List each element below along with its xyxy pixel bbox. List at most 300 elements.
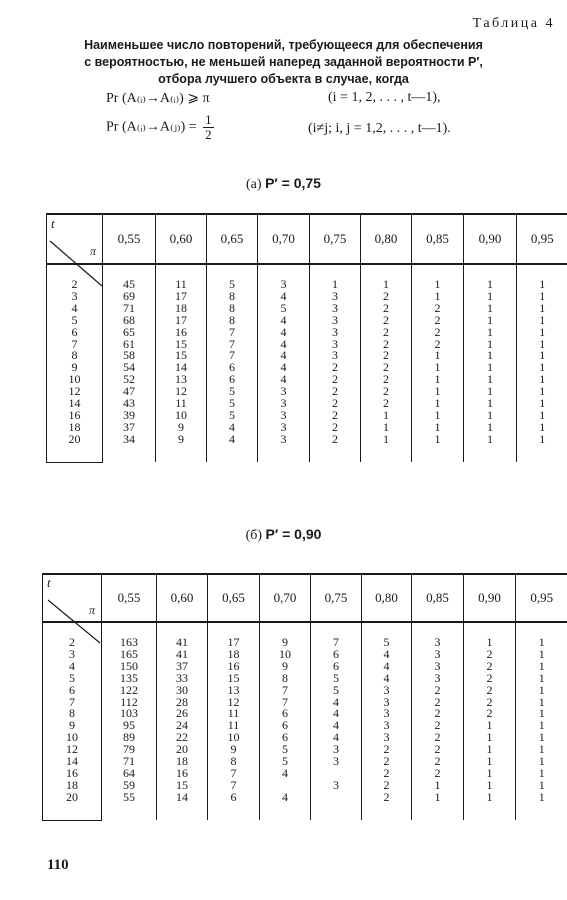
repetition-count-cell: 3: [362, 697, 412, 709]
repetition-count-cell: 7: [208, 768, 260, 780]
repetition-count-cell: 2: [412, 708, 464, 720]
repetition-count-cell: 69: [103, 291, 156, 303]
table-a-corner-cell: [47, 214, 103, 264]
repetition-count-cell: 1: [464, 410, 517, 422]
repetition-count-cell: 2: [361, 291, 412, 303]
repetition-count-cell: 5: [207, 410, 258, 422]
repetition-count-cell: 1: [538, 706, 545, 721]
t-value-cell: 9: [43, 720, 102, 732]
t-value-cell: 16: [47, 410, 103, 422]
repetition-count-cell: 2: [464, 661, 516, 673]
repetition-count-cell: 37: [103, 422, 156, 434]
header-pi: 0,95: [516, 574, 567, 622]
repetition-count-cell: 5: [311, 673, 362, 685]
repetition-count-cell: 2: [464, 649, 516, 661]
repetition-count-cell: 7: [207, 327, 258, 339]
repetition-count-cell: 3: [412, 661, 464, 673]
condition-formula-1-left: Pr (A₍ᵢ₎→A₍ᵢ₎) ⩾ π: [106, 91, 210, 106]
repetition-count-cell: 18: [157, 756, 208, 768]
repetition-count-cell: 150: [102, 661, 157, 673]
repetition-count-cell: 2: [310, 386, 361, 398]
repetition-count-cell: 3: [310, 350, 361, 362]
repetition-count-cell: 7: [208, 780, 260, 792]
repetition-count-cell: 37: [157, 661, 208, 673]
pi-axis-label: π: [88, 603, 95, 617]
repetition-count-cell: 12: [156, 386, 207, 398]
repetition-count-cell: 8: [208, 756, 260, 768]
repetition-count-cell: 59: [102, 780, 157, 792]
caption-line-2: с вероятностью, не меньшей наперед заданной вероятности P′,: [84, 55, 483, 69]
repetition-count-cell: 2: [361, 374, 412, 386]
data-table-a: [46, 213, 567, 463]
repetition-count-cell: 2: [412, 697, 464, 709]
repetition-count-cell: 15: [156, 339, 207, 351]
repetition-count-cell: 2: [361, 362, 412, 374]
repetition-count-cell: 1: [412, 398, 464, 410]
repetition-count-cell: 9: [260, 637, 311, 649]
repetition-count-cell: 4: [258, 374, 310, 386]
repetition-count-cell: 2: [361, 303, 412, 315]
repetition-count-cell: 71: [102, 756, 157, 768]
repetition-count-cell: 5: [207, 386, 258, 398]
repetition-count-cell: 3: [258, 398, 310, 410]
header-pi: 0,55: [103, 214, 156, 264]
header-pi: 0,70: [260, 574, 311, 622]
repetition-count-cell: 1: [464, 315, 517, 327]
repetition-count-cell: 2: [310, 374, 361, 386]
t-value-cell: 4: [47, 303, 103, 315]
subtable-a-formula: P′ = 0,75: [265, 175, 321, 191]
t-value-cell: 18: [43, 780, 102, 792]
repetition-count-cell: 16: [208, 661, 260, 673]
repetition-count-cell: 3: [258, 422, 310, 434]
repetition-count-cell: 4: [362, 649, 412, 661]
repetition-count-cell: 4: [260, 792, 311, 804]
repetition-count-cell: 1: [538, 718, 545, 733]
repetition-count-cell: 13: [156, 374, 207, 386]
repetition-count-cell: 3: [310, 303, 361, 315]
repetition-count-cell: 122: [102, 685, 157, 697]
spacer-cell: [103, 446, 156, 463]
repetition-count-cell: 1: [464, 792, 516, 804]
repetition-count-cell: 2: [361, 315, 412, 327]
spacer-cell: [464, 446, 517, 463]
repetition-count-cell: 2: [361, 339, 412, 351]
repetition-count-cell: 52: [103, 374, 156, 386]
repetition-count-cell: 3: [311, 756, 362, 768]
repetition-count-cell: 4: [362, 661, 412, 673]
repetition-count-cell: 6: [311, 661, 362, 673]
header-pi: 0,75: [311, 574, 362, 622]
repetition-count-cell: 16: [156, 327, 207, 339]
t-value-cell: 5: [43, 673, 102, 685]
spacer-cell: [311, 804, 362, 821]
repetition-count-cell: 1: [412, 386, 464, 398]
repetition-count-cell: 1: [539, 372, 546, 387]
repetition-count-cell: 11: [156, 398, 207, 410]
repetition-count-cell: 8: [207, 303, 258, 315]
t-value-cell: 4: [43, 661, 102, 673]
header-pi: 0,70: [258, 214, 310, 264]
repetition-count-cell: 79: [102, 744, 157, 756]
repetition-count-cell: 28: [157, 697, 208, 709]
header-pi: 0,75: [310, 214, 361, 264]
repetition-count-cell: 1: [464, 327, 517, 339]
spacer-cell: [207, 446, 258, 463]
spacer-cell: [102, 804, 157, 821]
repetition-count-cell: 41: [157, 637, 208, 649]
repetition-count-cell: 1: [538, 635, 545, 649]
caption-line-1: Наименьшее число повторений, требующееся для обеспечения: [84, 38, 483, 52]
repetition-count-cell: 5: [311, 685, 362, 697]
repetition-count-cell: 17: [156, 315, 207, 327]
repetition-count-cell: 2: [310, 434, 361, 446]
repetition-count-cell: 1: [538, 742, 545, 757]
repetition-count-cell: 9: [156, 422, 207, 434]
table-a-body: [47, 264, 567, 462]
condition-formula-2-right: (i≠j; i, j = 1,2, . . . , t—1).: [308, 121, 451, 136]
repetition-count-cell: 1: [361, 434, 412, 446]
repetition-count-cell: 89: [102, 732, 157, 744]
t-value-cell: 5: [47, 315, 103, 327]
repetition-count-cell: 8: [207, 291, 258, 303]
repetition-count-cell: 4: [258, 362, 310, 374]
repetition-count-cell: 1: [539, 336, 546, 351]
repetition-count-cell: 10: [260, 649, 311, 661]
repetition-count-cell: 3: [412, 649, 464, 661]
repetition-count-cell: 1: [539, 348, 546, 363]
subtable-b-formula: P′ = 0,90: [265, 526, 322, 542]
subtable-a-title: [0, 175, 567, 193]
t-value-cell: 20: [47, 434, 103, 446]
t-value-cell: 8: [43, 708, 102, 720]
repetition-count-cell: 112: [102, 697, 157, 709]
repetition-count-cell: 1: [464, 732, 516, 744]
header-pi: 0,90: [464, 214, 517, 264]
spacer-cell: [362, 804, 412, 821]
repetition-count-cell: 1: [464, 768, 516, 780]
repetition-count-cell: 11: [156, 279, 207, 291]
table-b-corner-cell: [43, 574, 102, 622]
table-row: [47, 434, 567, 446]
repetition-count-cell: 3: [362, 732, 412, 744]
repetition-count-cell: 1: [538, 694, 545, 709]
repetition-count-cell: 30: [157, 685, 208, 697]
repetition-count-cell: 1: [539, 419, 546, 434]
repetition-count-cell: 65: [103, 327, 156, 339]
repetition-count-cell: 7: [207, 350, 258, 362]
fraction-denominator: 2: [205, 127, 212, 142]
repetition-count-cell: 1: [538, 658, 545, 673]
repetition-count-cell: 3: [362, 685, 412, 697]
repetition-count-cell: 1: [538, 646, 545, 661]
repetition-count-cell: 10: [156, 410, 207, 422]
spacer-cell: [43, 804, 102, 821]
header-pi: 0,85: [412, 574, 464, 622]
data-table-b: [42, 573, 567, 821]
t-axis-label: t: [47, 575, 51, 590]
repetition-count-cell: 3: [310, 291, 361, 303]
repetition-count-cell: 3: [362, 708, 412, 720]
spacer-cell: [208, 804, 260, 821]
repetition-count-cell: 61: [103, 339, 156, 351]
repetition-count-cell: 2: [362, 792, 412, 804]
repetition-count-cell: 58: [103, 350, 156, 362]
condition-formula-2-left: [106, 113, 214, 142]
header-pi: 0,55: [102, 574, 157, 622]
header-pi: 0,85: [412, 214, 464, 264]
table-row: [43, 792, 567, 804]
repetition-count-cell: 1: [361, 422, 412, 434]
repetition-count-cell: 2: [362, 744, 412, 756]
t-value-cell: 2: [43, 637, 102, 649]
repetition-count-cell: 7: [260, 697, 311, 709]
repetition-count-cell: 2: [361, 327, 412, 339]
table-b-header-row: [43, 574, 567, 622]
t-value-cell: 2: [47, 279, 103, 291]
repetition-count-cell: 18: [156, 303, 207, 315]
repetition-count-cell: 68: [103, 315, 156, 327]
repetition-count-cell: 41: [157, 649, 208, 661]
formula-2-lhs: Pr (A₍ᵢ₎→A₍ⱼ₎) =: [106, 119, 197, 135]
repetition-count-cell: 3: [362, 720, 412, 732]
header-pi: 0,60: [157, 574, 208, 622]
spacer-row: [43, 804, 567, 821]
repetition-count-cell: 3: [258, 434, 310, 446]
repetition-count-cell: 1: [464, 362, 517, 374]
t-value-cell: 10: [47, 374, 103, 386]
repetition-count-cell: 3: [412, 637, 464, 649]
repetition-count-cell: 1: [412, 410, 464, 422]
repetition-count-cell: 2: [412, 720, 464, 732]
t-value-cell: 6: [47, 327, 103, 339]
repetition-count-cell: 11: [208, 708, 260, 720]
repetition-count-cell: 1: [412, 434, 464, 446]
repetition-count-cell: 4: [311, 697, 362, 709]
repetition-count-cell: 2: [412, 303, 464, 315]
repetition-count-cell: 14: [157, 792, 208, 804]
repetition-count-cell: 43: [103, 398, 156, 410]
header-pi: 0,65: [207, 214, 258, 264]
repetition-count-cell: 1: [464, 291, 517, 303]
repetition-count-cell: 1: [539, 407, 546, 422]
repetition-count-cell: 3: [311, 744, 362, 756]
repetition-count-cell: 1: [539, 324, 546, 339]
repetition-count-cell: 5: [207, 279, 258, 291]
repetition-count-cell: 2: [362, 768, 412, 780]
repetition-count-cell: 3: [258, 410, 310, 422]
spacer-cell: [361, 446, 412, 463]
t-value-cell: 16: [43, 768, 102, 780]
repetition-count-cell: 2: [412, 339, 464, 351]
repetition-count-cell: 2: [464, 697, 516, 709]
spacer-cell: [516, 804, 567, 821]
repetition-count-cell: 3: [412, 673, 464, 685]
repetition-count-cell: 1: [412, 780, 464, 792]
t-value-cell: 3: [43, 649, 102, 661]
t-value-cell: 14: [43, 756, 102, 768]
repetition-count-cell: 1: [464, 374, 517, 386]
table-b-body: [43, 622, 567, 820]
spacer-row: [47, 446, 567, 463]
repetition-count-cell: 4: [260, 768, 311, 780]
repetition-count-cell: 15: [157, 780, 208, 792]
t-value-cell: 20: [43, 792, 102, 804]
subtable-a-prefix: (а): [246, 177, 262, 192]
repetition-count-cell: 14: [156, 362, 207, 374]
repetition-count-cell: 1: [464, 279, 517, 291]
repetition-count-cell: 2: [412, 744, 464, 756]
repetition-count-cell: 15: [208, 673, 260, 685]
repetition-count-cell: 1: [464, 303, 517, 315]
spacer-cell: [157, 804, 208, 821]
header-pi: 0,90: [464, 574, 516, 622]
repetition-count-cell: 1: [361, 279, 412, 291]
repetition-count-cell: 6: [260, 708, 311, 720]
repetition-count-cell: 9: [208, 744, 260, 756]
caption-line-3: отбора лучшего объекта в случае, когда: [158, 72, 409, 86]
repetition-count-cell: 2: [412, 315, 464, 327]
repetition-count-cell: 2: [464, 673, 516, 685]
t-value-cell: 9: [47, 362, 103, 374]
t-value-cell: 12: [47, 386, 103, 398]
repetition-count-cell: 45: [103, 279, 156, 291]
repetition-count-cell: 8: [260, 673, 311, 685]
repetition-count-cell: 15: [156, 350, 207, 362]
table-a-header-row: [47, 214, 567, 264]
repetition-count-cell: 4: [311, 708, 362, 720]
repetition-count-cell: 1: [464, 434, 517, 446]
repetition-count-cell: 5: [207, 398, 258, 410]
repetition-count-cell: 1: [538, 765, 545, 780]
repetition-count-cell: 20: [157, 744, 208, 756]
repetition-count-cell: 5: [260, 744, 311, 756]
repetition-count-cell: 17: [156, 291, 207, 303]
t-value-cell: 3: [47, 291, 103, 303]
repetition-count-cell: 9: [260, 661, 311, 673]
repetition-count-cell: 54: [103, 362, 156, 374]
repetition-count-cell: 8: [207, 315, 258, 327]
repetition-count-cell: 33: [157, 673, 208, 685]
repetition-count-cell: 1: [412, 374, 464, 386]
spacer-cell: [412, 446, 464, 463]
repetition-count-cell: 71: [103, 303, 156, 315]
repetition-count-cell: 2: [412, 327, 464, 339]
repetition-count-cell: 1: [538, 682, 545, 697]
spacer-cell: [156, 446, 207, 463]
spacer-cell: [517, 446, 567, 463]
t-value-cell: 10: [43, 732, 102, 744]
spacer-cell: [260, 804, 311, 821]
header-pi: 0,95: [517, 214, 567, 264]
repetition-count-cell: 1: [464, 720, 516, 732]
repetition-count-cell: 2: [412, 768, 464, 780]
repetition-count-cell: 1: [464, 398, 517, 410]
t-value-cell: 7: [47, 339, 103, 351]
spacer-cell: [258, 446, 310, 463]
repetition-count-cell: 1: [464, 637, 516, 649]
repetition-count-cell: 2: [310, 422, 361, 434]
repetition-count-cell: 3: [310, 315, 361, 327]
repetition-count-cell: 1: [464, 744, 516, 756]
repetition-count-cell: 1: [464, 756, 516, 768]
repetition-count-cell: 2: [464, 685, 516, 697]
repetition-count-cell: 6: [260, 732, 311, 744]
spacer-cell: [47, 446, 103, 463]
repetition-count-cell: 1: [539, 360, 546, 375]
repetition-count-cell: 39: [103, 410, 156, 422]
repetition-count-cell: 1: [412, 279, 464, 291]
repetition-count-cell: 95: [102, 720, 157, 732]
repetition-count-cell: 10: [208, 732, 260, 744]
repetition-count-cell: 5: [260, 756, 311, 768]
repetition-count-cell: 1: [538, 789, 545, 804]
t-value-cell: 7: [43, 697, 102, 709]
repetition-count-cell: 4: [258, 291, 310, 303]
repetition-count-cell: 2: [464, 708, 516, 720]
repetition-count-cell: 2: [362, 756, 412, 768]
repetition-count-cell: 163: [102, 637, 157, 649]
repetition-count-cell: 6: [311, 649, 362, 661]
repetition-count-cell: 1: [412, 792, 464, 804]
repetition-count-cell: 1: [539, 384, 546, 399]
repetition-count-cell: [311, 792, 362, 804]
repetition-count-cell: 1: [464, 350, 517, 362]
pi-axis-label: π: [89, 244, 96, 258]
repetition-count-cell: 17: [208, 637, 260, 649]
repetition-count-cell: 13: [208, 685, 260, 697]
repetition-count-cell: 7: [311, 637, 362, 649]
header-pi: 0,80: [362, 574, 412, 622]
repetition-count-cell: 9: [156, 434, 207, 446]
t-axis-label: t: [51, 216, 55, 231]
repetition-count-cell: 2: [361, 386, 412, 398]
repetition-count-cell: 1: [539, 396, 546, 411]
repetition-count-cell: 2: [412, 756, 464, 768]
repetition-count-cell: 4: [362, 673, 412, 685]
header-pi: 0,65: [208, 574, 260, 622]
repetition-count-cell: 22: [157, 732, 208, 744]
repetition-count-cell: 4: [258, 339, 310, 351]
subtable-b-prefix: (б): [245, 528, 263, 543]
t-value-cell: 8: [47, 350, 103, 362]
header-pi: 0,60: [156, 214, 207, 264]
repetition-count-cell: 4: [258, 327, 310, 339]
repetition-count-cell: 4: [258, 315, 310, 327]
spacer-cell: [412, 804, 464, 821]
header-pi: 0,80: [361, 214, 412, 264]
repetition-count-cell: 26: [157, 708, 208, 720]
repetition-count-cell: 12: [208, 697, 260, 709]
repetition-count-cell: 3: [310, 327, 361, 339]
repetition-count-cell: 6: [260, 720, 311, 732]
repetition-count-cell: 1: [539, 277, 546, 291]
repetition-count-cell: 2: [310, 362, 361, 374]
repetition-count-cell: 16: [157, 768, 208, 780]
repetition-count-cell: 3: [258, 279, 310, 291]
repetition-count-cell: 2: [310, 410, 361, 422]
repetition-count-cell: 1: [538, 670, 545, 685]
repetition-count-cell: 47: [103, 386, 156, 398]
condition-formula-1-right: (i = 1, 2, . . . , t—1),: [328, 90, 441, 105]
repetition-count-cell: 24: [157, 720, 208, 732]
repetition-count-cell: 1: [412, 362, 464, 374]
repetition-count-cell: 1: [539, 431, 546, 446]
repetition-count-cell: 7: [207, 339, 258, 351]
repetition-count-cell: 1: [464, 386, 517, 398]
table-caption: [0, 37, 567, 88]
table-number-label: Таблица 4: [472, 16, 555, 31]
